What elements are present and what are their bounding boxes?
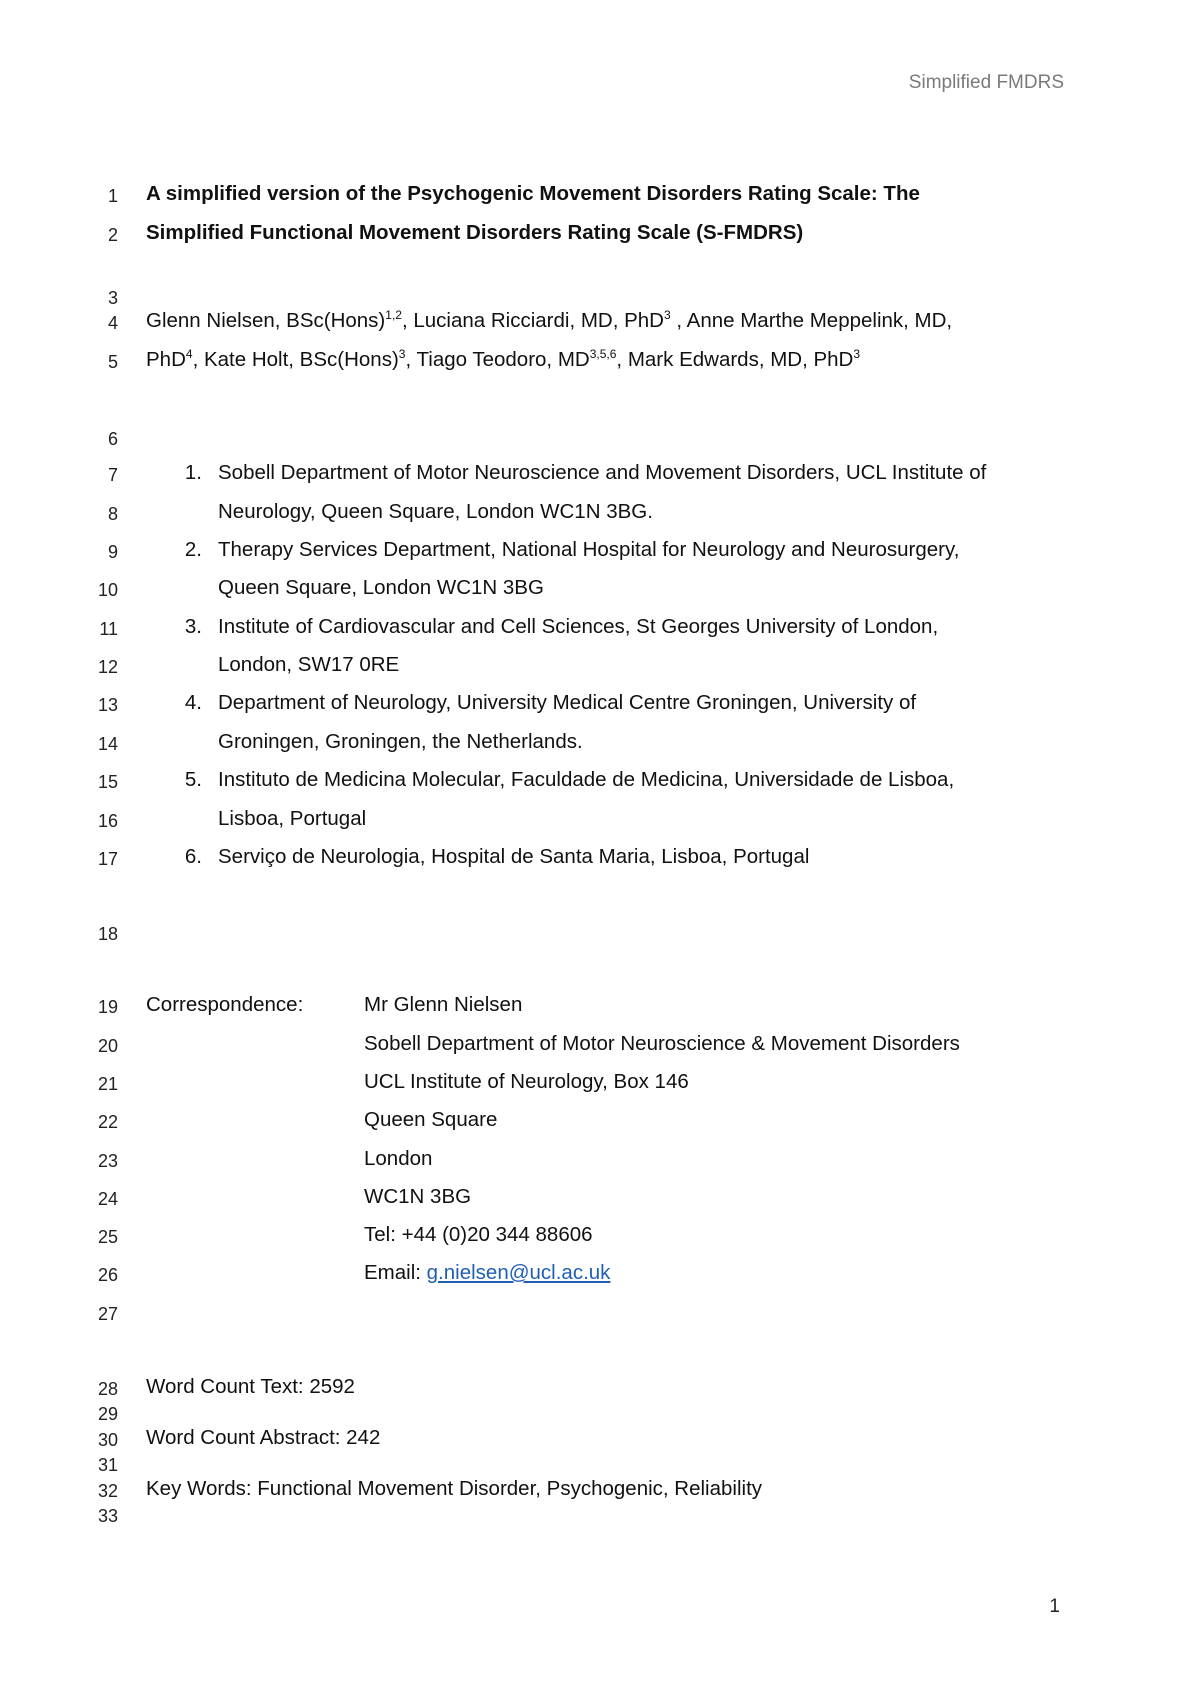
manuscript-line bbox=[0, 576, 1200, 606]
manuscript-line bbox=[0, 691, 1200, 721]
manuscript-line bbox=[0, 1502, 1200, 1532]
correspondence-postcode: WC1N 3BG bbox=[364, 1185, 472, 1208]
title-line-1: A simplified version of the Psychogenic Movement Disorders Rating Scale: The bbox=[146, 182, 920, 205]
manuscript-line bbox=[0, 807, 1200, 837]
manuscript-line bbox=[0, 309, 1200, 339]
line-number: 25 bbox=[97, 1227, 118, 1247]
affiliation-text: London, SW17 0RE bbox=[218, 653, 400, 676]
correspondence-label: Correspondence: bbox=[146, 993, 304, 1016]
manuscript-line bbox=[0, 845, 1200, 875]
line-number: 28 bbox=[97, 1379, 118, 1399]
manuscript-line bbox=[0, 182, 1200, 212]
correspondence-city: London bbox=[364, 1147, 433, 1170]
author-name: , Tiago Teodoro, MD bbox=[405, 348, 590, 371]
line-number: 19 bbox=[97, 997, 118, 1017]
manuscript-line bbox=[0, 653, 1200, 683]
manuscript-line bbox=[0, 348, 1200, 378]
line-number: 17 bbox=[97, 849, 118, 869]
manuscript-line bbox=[0, 221, 1200, 251]
manuscript-line bbox=[0, 1223, 1200, 1253]
affiliation-number: 5. bbox=[184, 768, 202, 791]
affiliation-text: Institute of Cardiovascular and Cell Sciences, St Georges University of London, bbox=[218, 615, 939, 638]
affiliation-number: 1. bbox=[184, 461, 202, 484]
manuscript-line bbox=[0, 1147, 1200, 1177]
correspondence-street: Queen Square bbox=[364, 1108, 498, 1131]
line-number: 20 bbox=[97, 1036, 118, 1056]
line-number: 7 bbox=[107, 465, 118, 485]
affiliation-text: Serviço de Neurologia, Hospital de Santa Maria, Lisboa, Portugal bbox=[218, 845, 810, 868]
manuscript-line bbox=[0, 1070, 1200, 1100]
affiliation-superscript: 1,2 bbox=[385, 308, 402, 322]
manuscript-line bbox=[0, 538, 1200, 568]
line-number: 16 bbox=[97, 811, 118, 831]
line-number: 27 bbox=[97, 1304, 118, 1324]
line-number: 24 bbox=[97, 1189, 118, 1209]
line-number: 15 bbox=[97, 772, 118, 792]
title-line-2: Simplified Functional Movement Disorders Rating Scale (S-FMDRS) bbox=[146, 221, 804, 244]
correspondence-telephone: Tel: +44 (0)20 344 88606 bbox=[364, 1223, 593, 1246]
affiliation-number: 4. bbox=[184, 691, 202, 714]
affiliation-text: Sobell Department of Motor Neuroscience and Movement Disorders, UCL Institute of bbox=[218, 461, 987, 484]
affiliation-superscript: 4 bbox=[185, 347, 193, 361]
manuscript-line bbox=[0, 1185, 1200, 1215]
line-number: 11 bbox=[99, 619, 118, 639]
line-number: 30 bbox=[97, 1430, 118, 1450]
line-number: 32 bbox=[97, 1481, 118, 1501]
line-number: 3 bbox=[107, 288, 118, 308]
manuscript-line bbox=[0, 425, 1200, 455]
word-count-text: Word Count Text: 2592 bbox=[146, 1375, 355, 1398]
word-count-abstract: Word Count Abstract: 242 bbox=[146, 1426, 381, 1449]
author-name: , Mark Edwards, MD, PhD bbox=[616, 348, 854, 371]
correspondence-institute: UCL Institute of Neurology, Box 146 bbox=[364, 1070, 689, 1093]
affiliation-text: Queen Square, London WC1N 3BG bbox=[218, 576, 544, 599]
line-number: 8 bbox=[107, 504, 118, 524]
affiliation-text: Instituto de Medicina Molecular, Faculdade de Medicina, Universidade de Lisboa, bbox=[218, 768, 955, 791]
line-number: 9 bbox=[107, 542, 118, 562]
keywords: Key Words: Functional Movement Disorder, Psychogenic, Reliability bbox=[146, 1477, 763, 1500]
author-name: Glenn Nielsen, BSc(Hons) bbox=[146, 309, 386, 332]
line-number: 33 bbox=[97, 1506, 118, 1526]
line-number: 14 bbox=[97, 734, 118, 754]
manuscript-line bbox=[0, 500, 1200, 530]
authors-line-1 bbox=[146, 309, 952, 333]
line-number: 4 bbox=[107, 313, 118, 333]
author-name: , Luciana Ricciardi, MD, PhD bbox=[401, 309, 664, 332]
line-number: 26 bbox=[97, 1265, 118, 1285]
authors-line-2 bbox=[146, 348, 860, 372]
author-name: , Kate Holt, BSc(Hons) bbox=[192, 348, 399, 371]
affiliation-text: Lisboa, Portugal bbox=[218, 807, 367, 830]
email-link[interactable]: g.nielsen@ucl.ac.uk bbox=[426, 1261, 611, 1284]
line-number: 12 bbox=[97, 657, 118, 677]
manuscript-line bbox=[0, 1261, 1200, 1291]
manuscript-line bbox=[0, 1108, 1200, 1138]
affiliation-number: 3. bbox=[184, 615, 202, 638]
affiliation-superscript: 3,5,6 bbox=[589, 347, 617, 361]
affiliation-text: Therapy Services Department, National Hospital for Neurology and Neurosurgery, bbox=[218, 538, 960, 561]
manuscript-line bbox=[0, 768, 1200, 798]
manuscript-line bbox=[0, 615, 1200, 645]
affiliation-text: Neurology, Queen Square, London WC1N 3BG. bbox=[218, 500, 653, 523]
line-number: 13 bbox=[97, 695, 118, 715]
line-number: 31 bbox=[97, 1455, 118, 1475]
line-number: 5 bbox=[107, 352, 118, 372]
correspondence-name: Mr Glenn Nielsen bbox=[364, 993, 523, 1016]
affiliation-text: Groningen, Groningen, the Netherlands. bbox=[218, 730, 583, 753]
affiliation-number: 6. bbox=[184, 845, 202, 868]
author-name: PhD bbox=[146, 348, 186, 371]
line-number: 22 bbox=[97, 1112, 118, 1132]
line-number: 10 bbox=[97, 580, 118, 600]
affiliation-superscript: 3 bbox=[398, 347, 406, 361]
line-number: 21 bbox=[97, 1074, 118, 1094]
line-number: 23 bbox=[97, 1151, 118, 1171]
correspondence-department: Sobell Department of Motor Neuroscience & Movement Disorders bbox=[364, 1032, 960, 1055]
line-number: 2 bbox=[107, 225, 118, 245]
manuscript-line bbox=[0, 730, 1200, 760]
line-number: 6 bbox=[107, 429, 118, 449]
affiliation-superscript: 3 bbox=[853, 347, 861, 361]
email-label: Email: bbox=[364, 1261, 427, 1284]
affiliation-text: Department of Neurology, University Medical Centre Groningen, University of bbox=[218, 691, 917, 714]
running-header: Simplified FMDRS bbox=[908, 72, 1064, 93]
line-number: 18 bbox=[97, 924, 118, 944]
manuscript-line bbox=[0, 461, 1200, 491]
line-number: 29 bbox=[97, 1404, 118, 1424]
line-number: 1 bbox=[107, 186, 118, 206]
author-name: , Anne Marthe Meppelink, MD, bbox=[670, 309, 953, 332]
affiliation-superscript: 3 bbox=[664, 308, 671, 322]
manuscript-line bbox=[0, 993, 1200, 1023]
affiliation-number: 2. bbox=[184, 538, 202, 561]
page-number: 1 bbox=[1049, 1596, 1060, 1617]
manuscript-line bbox=[0, 1032, 1200, 1062]
manuscript-line bbox=[0, 920, 1200, 950]
correspondence-email-row bbox=[364, 1261, 610, 1285]
manuscript-line bbox=[0, 1300, 1200, 1330]
